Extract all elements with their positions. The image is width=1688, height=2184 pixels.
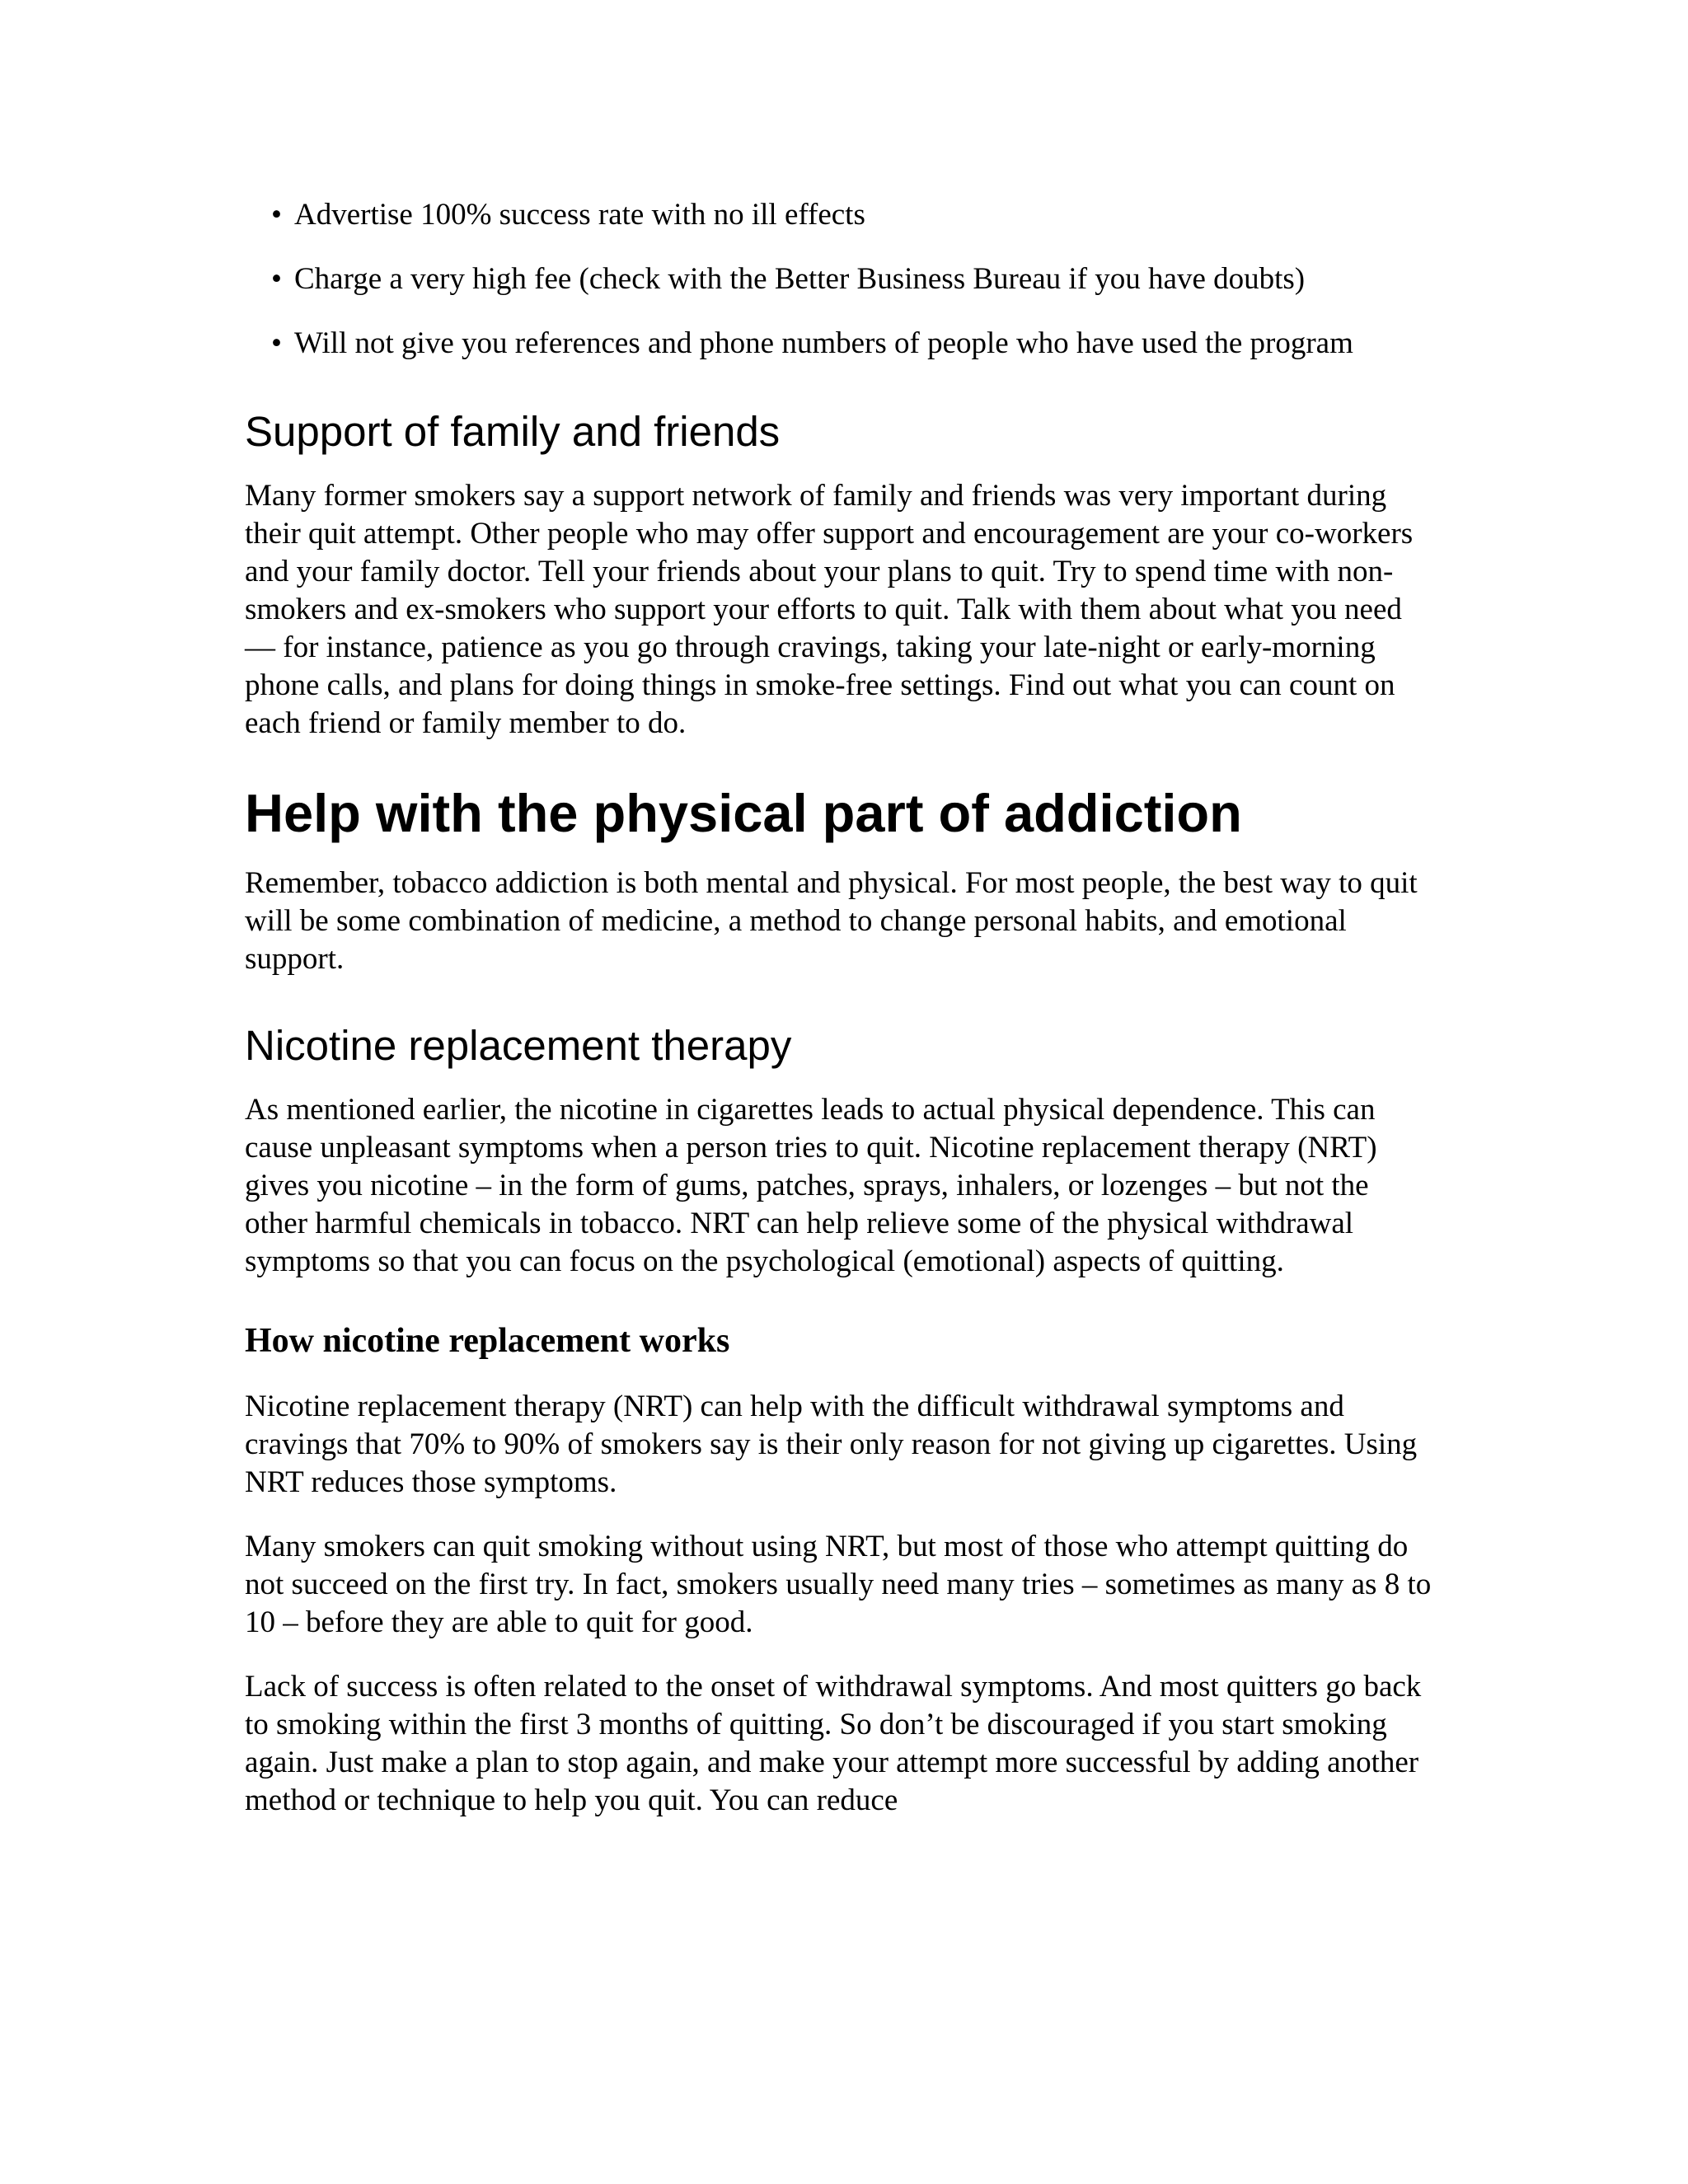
how-paragraph-3: Lack of success is often related to the onset of withdrawal symptoms. And most quitters go back to smoking within the first 3 months of quitting. So don’t be discouraged if you start smoking again. Just make a plan to stop again, and make your attempt more successful by adding another method or technique to help you quit. You can reduce (245, 1670, 1422, 1817)
document-page (245, 196, 1436, 1820)
list-item (245, 260, 1436, 298)
how-heading: How nicotine replacement works (245, 1322, 730, 1360)
how-paragraph-1: Nicotine replacement therapy (NRT) can help with the difficult withdrawal symptoms and cravings that 70% to 90% of smokers say is their only reason for not giving up cigarettes. Using NRT reduces those symptoms. (245, 1390, 1418, 1499)
nrt-paragraph: As mentioned earlier, the nicotine in cigarettes leads to actual physical dependence. This can cause unpleasant symptoms when a person tries to quit. Nicotine replacement therapy (NRT) gives you nicotine – in the form of gums, patches, sprays, inhalers, or lozenges – but not the other harmful chemicals in tobacco. NRT can help relieve some of the physical withdrawal symptoms so that you can focus on the psychological (emotional) aspects of quitting. (245, 1093, 1377, 1278)
physical-heading: Help with the physical part of addiction (245, 783, 1242, 843)
list-item-text: Advertise 100% success rate with no ill effects (294, 198, 865, 232)
list-item-text: Will not give you references and phone numbers of people who have used the program (294, 326, 1353, 360)
support-paragraph: Many former smokers say a support network of family and friends was very important during their quit attempt. Other people who may offer support and encouragement are your co-workers and your family doctor. Tell your friends about your plans to quit. Try to spend time with non-smokers and ex-smokers who support your efforts to quit. Talk with them about what you need — for instance, patience as you go through cravings, taking your late-night or early-morning phone calls, and plans for doing things in smoke-free settings. Find out what you can count on each friend or family member to do. (245, 479, 1414, 740)
support-heading: Support of family and friends (245, 408, 781, 455)
warning-signs-list (245, 196, 1436, 363)
bullet-icon: • (271, 326, 282, 360)
list-item (245, 325, 1436, 363)
physical-paragraph: Remember, tobacco addiction is both mental and physical. For most people, the best way to quit will be some combination of medicine, a method to change personal habits, and emotional support. (245, 866, 1418, 976)
how-paragraph-2: Many smokers can quit smoking without using NRT, but most of those who attempt quitting do not succeed on the first try. In fact, smokers usually need many tries – sometimes as many as 8 to 10 – before they are able to quit for good. (245, 1530, 1432, 1639)
list-item (245, 196, 1436, 234)
nrt-heading: Nicotine replacement therapy (245, 1022, 792, 1069)
list-item-text: Charge a very high fee (check with the Better Business Bureau if you have doubts) (294, 262, 1306, 296)
bullet-icon: • (271, 262, 282, 296)
bullet-icon: • (271, 198, 282, 232)
